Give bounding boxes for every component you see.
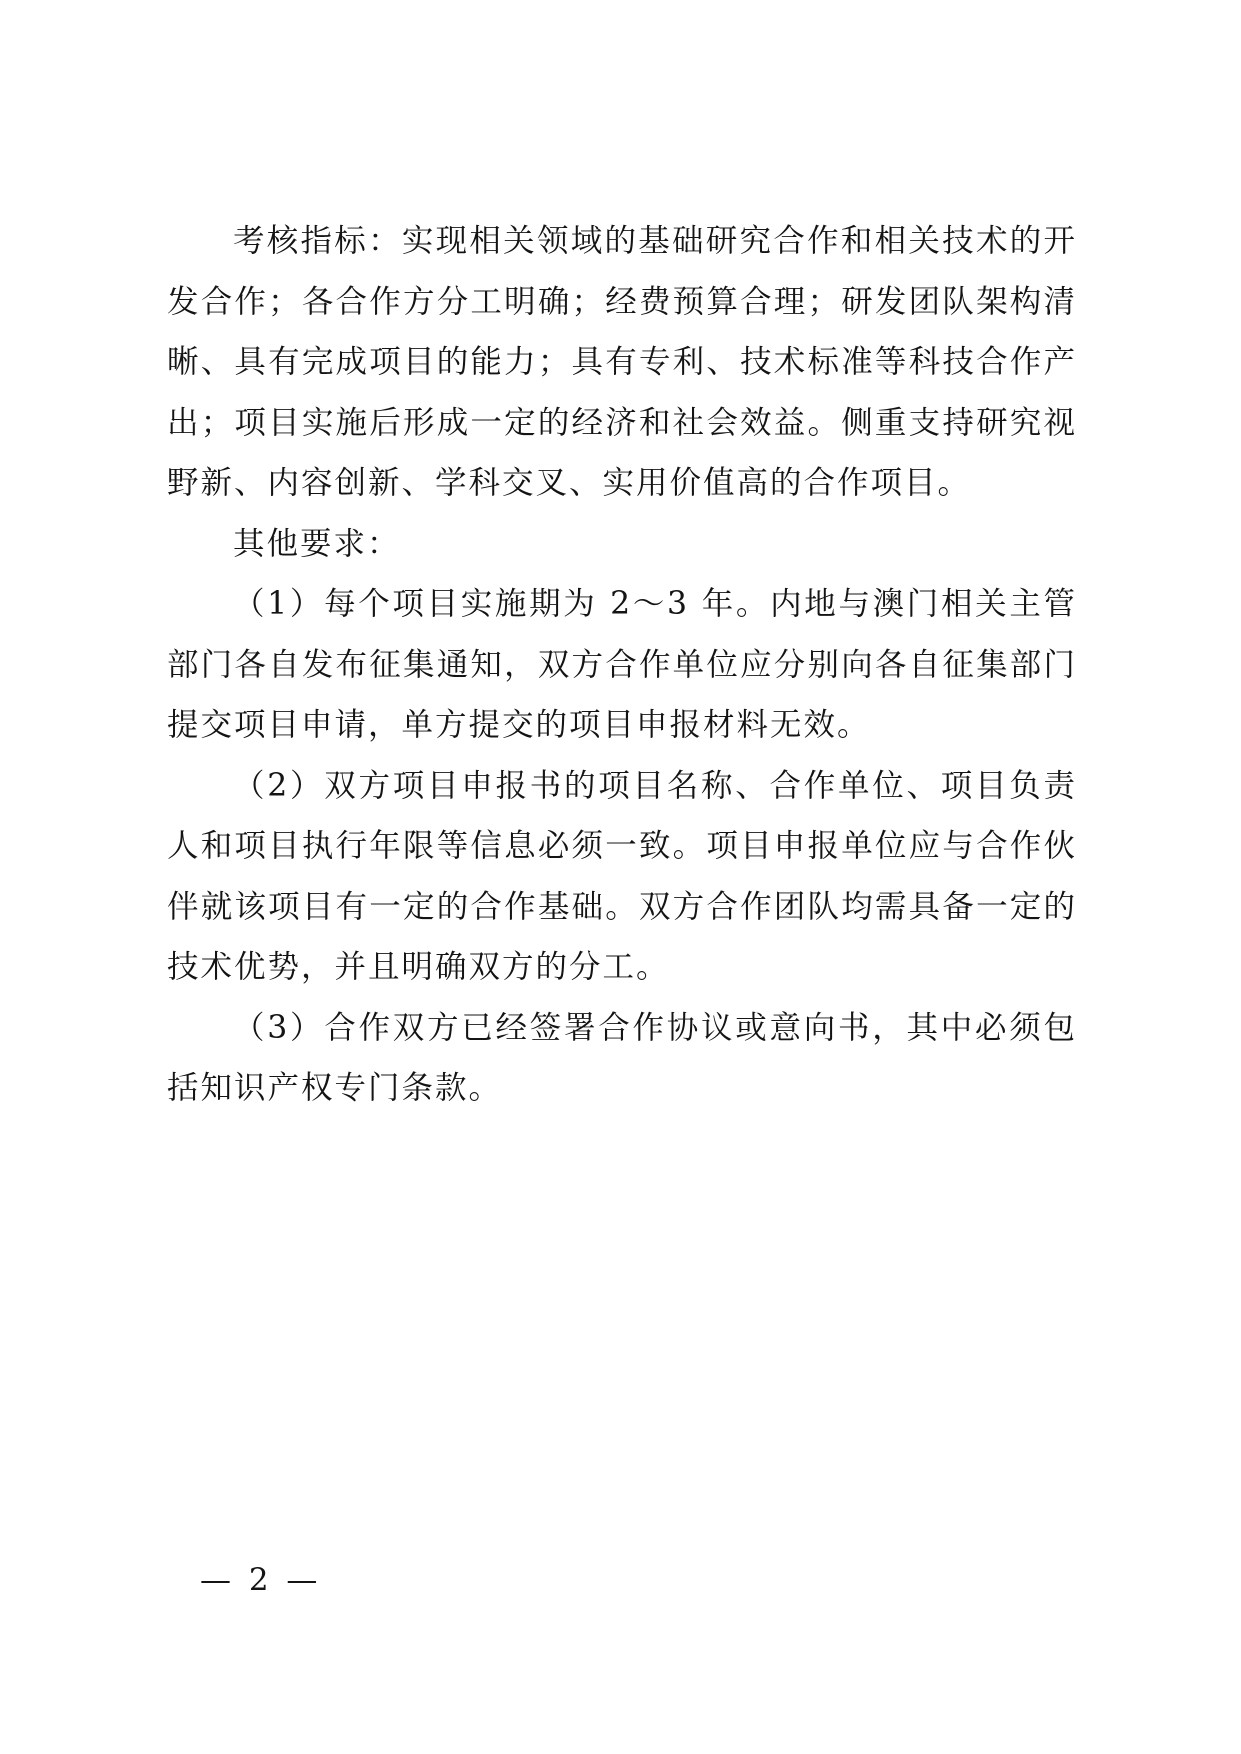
paragraph-requirement-3: （3）合作双方已经签署合作协议或意向书，其中必须包括知识产权专门条款。 [167, 1009, 1077, 1106]
paragraph-requirement-2: （2）双方项目申报书的项目名称、合作单位、项目负责人和项目执行年限等信息必须一致。项目申报单位应与合作伙伴就该项目有一定的合作基础。双方合作团队均需具备一定的技术优势，并且明确双方的分工。 [167, 767, 1077, 985]
page-number: — 2 — [200, 1562, 322, 1598]
paragraph-requirement-1: （1）每个项目实施期为 2～3 年。内地与澳门相关主管部门各自发布征集通知，双方合作单位应分别向各自征集部门提交项目申请，单方提交的项目申报材料无效。 [167, 586, 1077, 743]
paragraph-other-requirements-heading: 其他要求： [233, 525, 401, 562]
paragraph-assessment-indicators: 考核指标：实现相关领域的基础研究合作和相关技术的开发合作；各合作方分工明确；经费预算合理；研发团队架构清晰、具有完成项目的能力；具有专利、技术标准等科技合作产出；项目实施后形成一定的经济和社会效益。侧重支持研究视野新、内容创新、学科交叉、实用价值高的合作项目。 [167, 223, 1077, 501]
document-body [167, 211, 1077, 1119]
